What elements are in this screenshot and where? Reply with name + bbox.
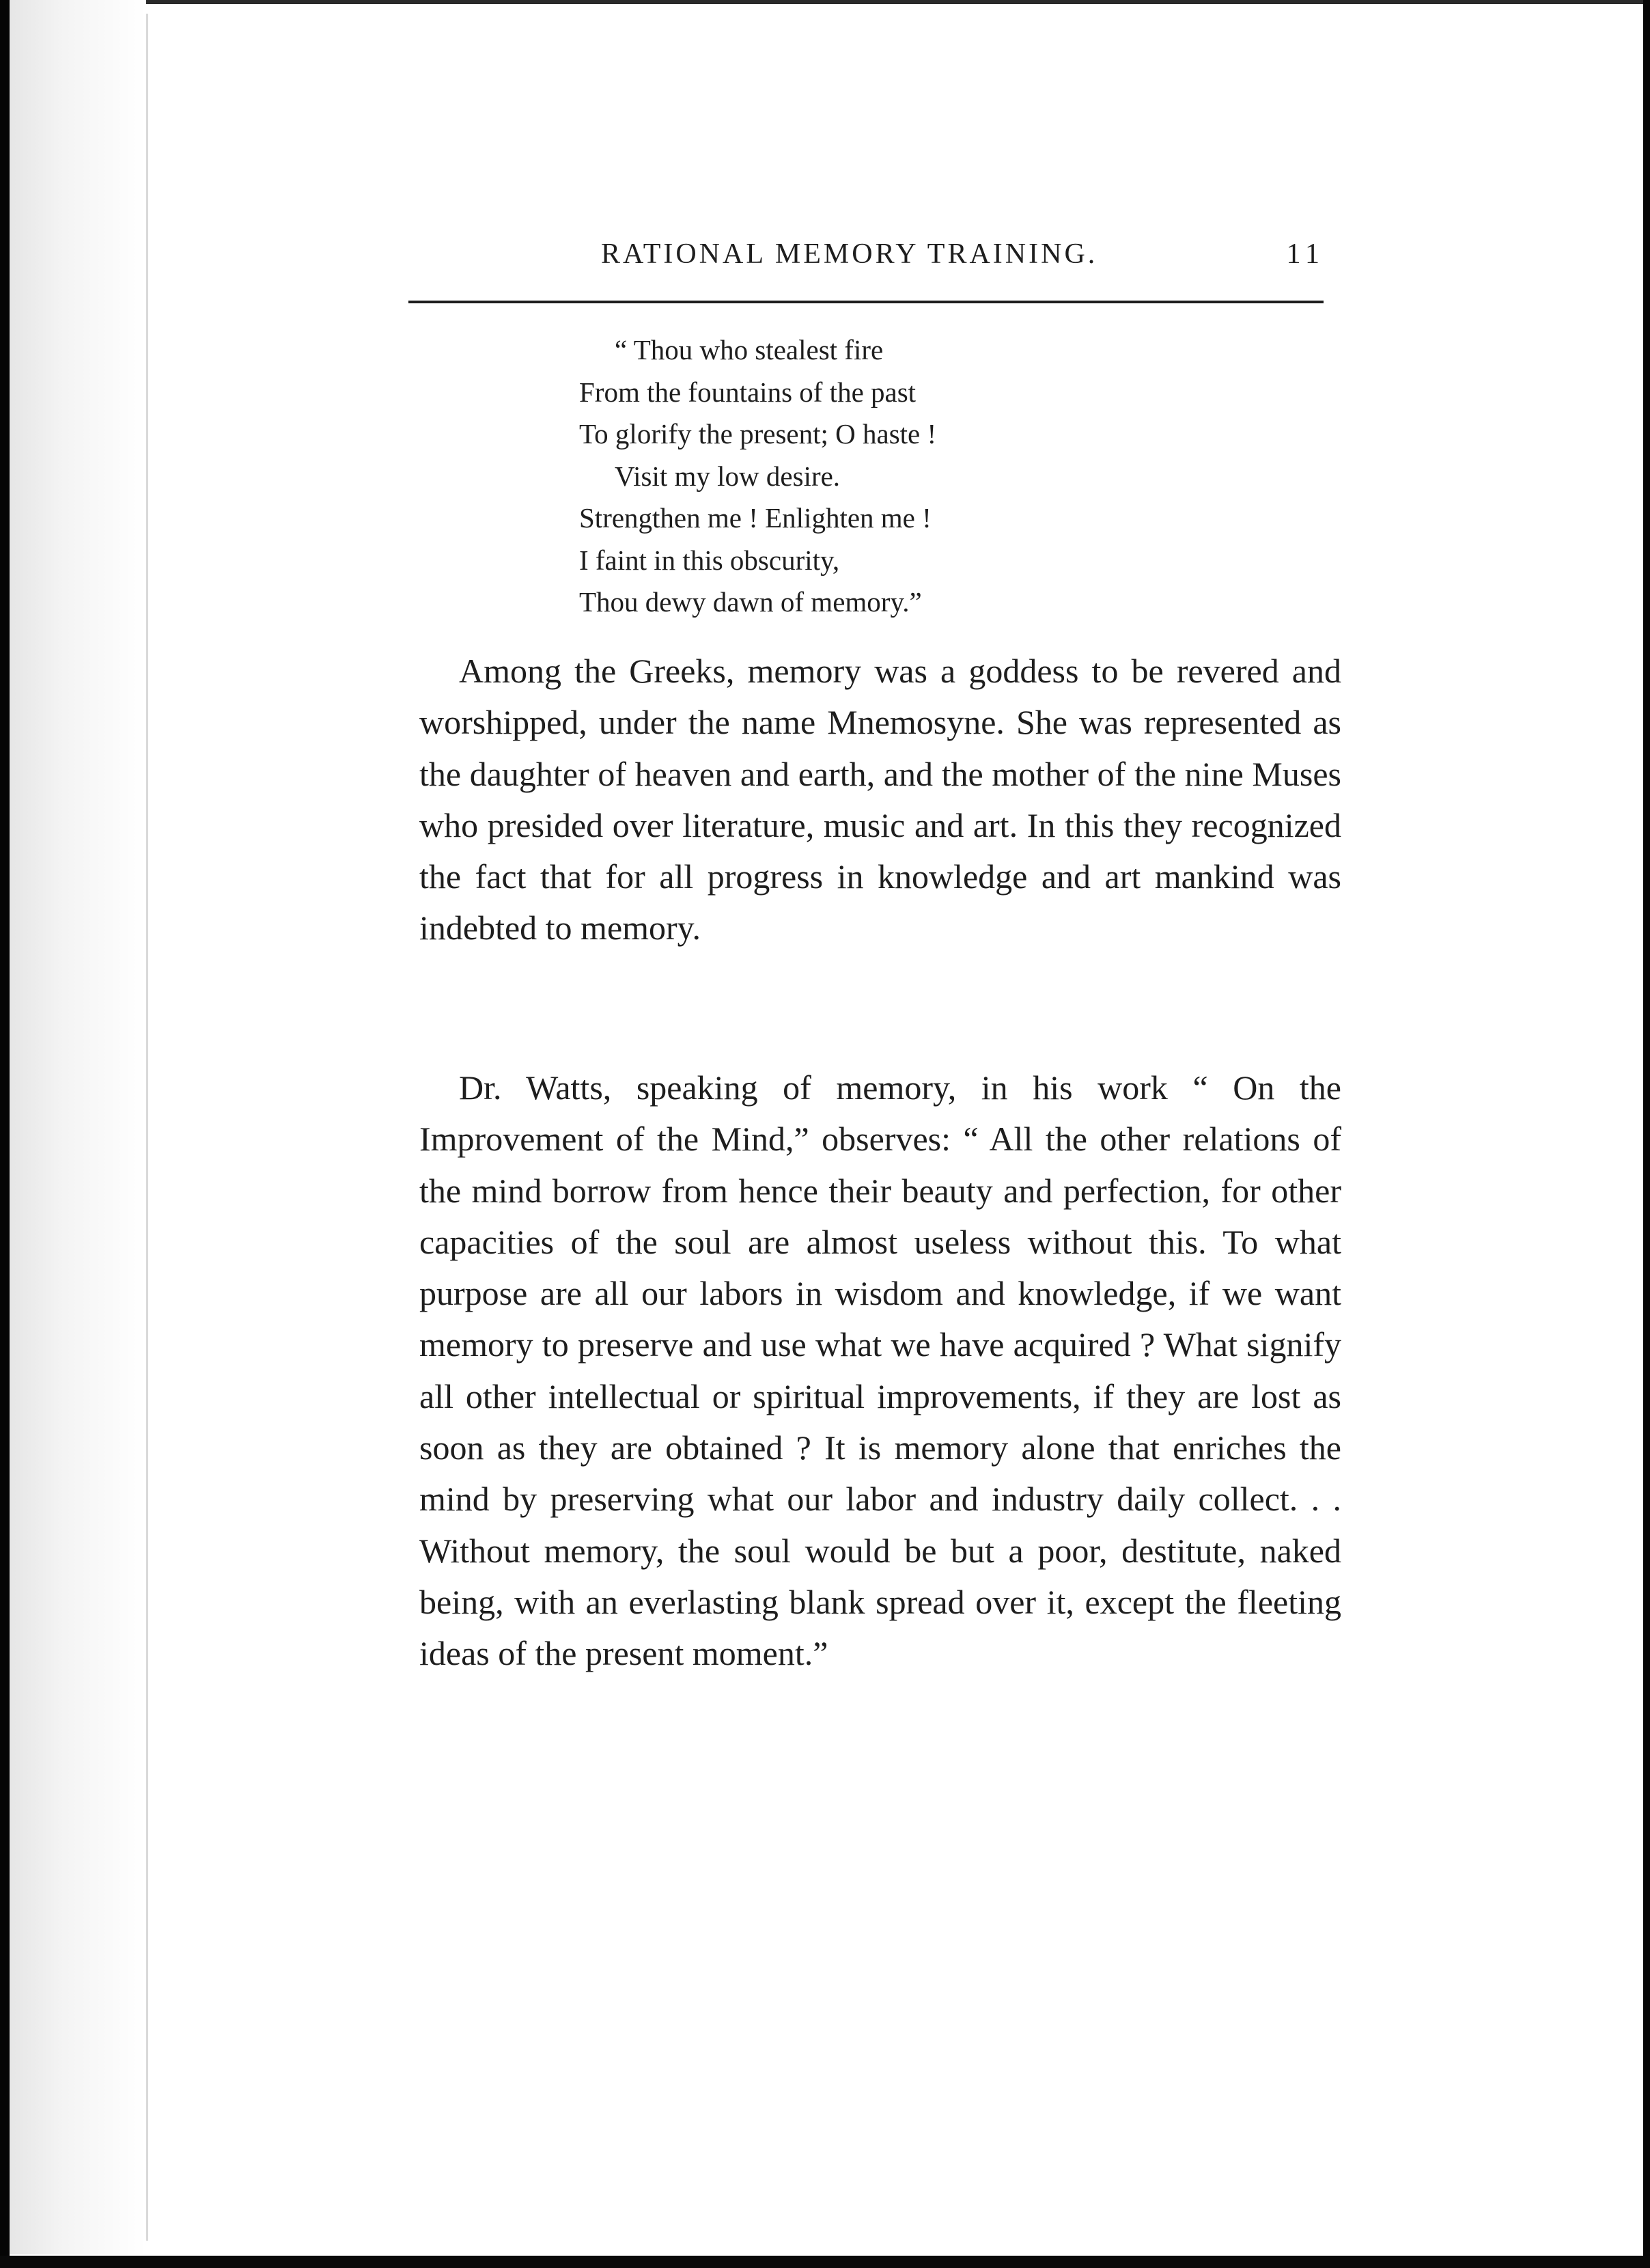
paragraph-mnemosyne: Among the Greeks, memory was a goddess to be revered and worshipped, under the name Mnemosyne. She was represented as the daughter of heaven and earth, and the mother of the nine Muses who presided over literature, music and art. In this they recognized the fact that for all progress in knowledge and art mankind was indebted to memory.	[419, 652, 1341, 948]
running-title: RATIONAL MEMORY TRAINING.	[601, 238, 1098, 270]
page-number: 11	[1286, 238, 1325, 270]
scan-border-right	[1643, 0, 1650, 2268]
poem-line: “ Thou who stealest fire	[615, 334, 884, 365]
page-gutter	[10, 0, 146, 2254]
poem-line: Thou dewy dawn of memory.”	[579, 586, 922, 618]
poem-line: From the fountains of the past	[579, 376, 917, 408]
running-head	[410, 238, 1325, 279]
poem-line: I faint in this obscurity,	[579, 544, 840, 576]
poem-quotation	[579, 329, 1194, 624]
poem-line: Strengthen me ! Enlighten me !	[579, 502, 932, 534]
scan-border-bottom	[0, 2256, 1650, 2268]
poem-line: To glorify the present; O haste !	[579, 418, 937, 450]
header-rule	[408, 301, 1324, 303]
gutter-fold-line	[146, 14, 148, 2241]
poem-line: Visit my low desire.	[615, 460, 841, 492]
scan-border-left	[0, 0, 10, 2268]
scan-border-top	[0, 0, 1650, 4]
paragraph-dr-watts: Dr. Watts, speaking of memory, in his work “ On the Improvement of the Mind,” observes: “ All the other relations of the mind borrow from hence their beauty and perfection, for other capacities of the soul are almost useless without this. To what purpose are all our labors in wisdom and knowledge, if we want memory to preserve and use what we have acquired ? What signify all other intellectual or spiritual improvements, if they are lost as soon as they are obtained ? It is memory alone that enriches the mind by preserving what our labor and industry daily collect. . . Without memory, the soul would be but a poor, destitute, naked being, with an everlasting blank spread over it, except the fleeting ideas of the present moment.”	[419, 1068, 1341, 1673]
